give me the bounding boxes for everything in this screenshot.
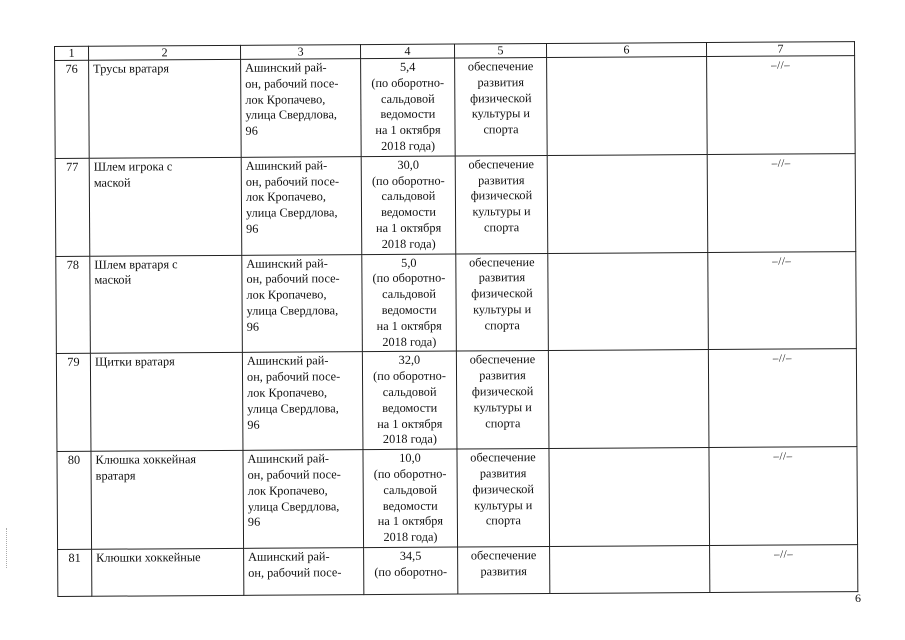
- column-number: 5: [454, 43, 546, 58]
- empty-cell: [547, 154, 708, 253]
- cell-line: (по оборотно-: [374, 564, 448, 579]
- cell-line: (по оборотно-: [371, 75, 445, 90]
- empty-cell: [550, 545, 710, 593]
- row-number: 81: [58, 549, 92, 596]
- cell-line: 96: [246, 319, 260, 334]
- cell-line: сальдовой: [381, 189, 436, 204]
- cell-line: сальдовой: [380, 91, 435, 106]
- cell-line: спорта: [483, 122, 519, 137]
- cell-line: он, рабочий посе-: [245, 173, 340, 189]
- cell-line: лок Кропачево,: [245, 189, 326, 205]
- cell-line: улица Свердлова,: [247, 498, 340, 514]
- cell-line: Шлем вратаря с: [94, 256, 178, 272]
- item-address: [242, 352, 363, 451]
- cell-line: 96: [247, 417, 260, 432]
- cell-line: на 1 октября: [376, 318, 442, 333]
- item-value: [361, 58, 456, 156]
- cell-line: культуры и: [471, 106, 531, 121]
- cell-line: физической: [471, 384, 534, 399]
- item-purpose: [456, 253, 549, 351]
- cell-line: культуры и: [474, 497, 533, 512]
- cell-line: спорта: [485, 415, 521, 430]
- ditto-text: –//–: [773, 450, 793, 463]
- item-name: [92, 548, 244, 596]
- item-name: [90, 353, 243, 452]
- cell-line: спорта: [484, 317, 520, 333]
- property-table: [54, 41, 858, 597]
- ditto-mark: [707, 153, 856, 252]
- cell-line: ведомости: [382, 400, 438, 415]
- empty-cell: [548, 252, 709, 351]
- cell-line: Ашинский рай-: [246, 353, 329, 369]
- cell-line: Клюшки хоккейные: [96, 550, 201, 565]
- row-number: 77: [55, 158, 90, 256]
- cell-line: обеспечение: [470, 450, 536, 465]
- ditto-text: –//–: [771, 157, 791, 170]
- cell-line: 96: [246, 221, 259, 236]
- empty-cell: [548, 350, 709, 449]
- cell-line: Ашинский рай-: [245, 60, 327, 75]
- cell-line: он, рабочий посе-: [246, 271, 340, 287]
- cell-line: развития: [477, 74, 525, 90]
- cell-line: (по оборотно-: [372, 270, 446, 286]
- cell-line: 5,0: [401, 255, 417, 270]
- cell-line: лок Кропачево,: [247, 385, 328, 400]
- table-row: [55, 56, 856, 159]
- cell-line: 10,0: [399, 450, 421, 466]
- cell-line: на 1 октября: [375, 220, 442, 236]
- cell-line: физической: [470, 188, 533, 203]
- item-name: [90, 255, 243, 354]
- empty-cell: [547, 57, 708, 156]
- table-row: [56, 349, 857, 452]
- cell-line: ведомости: [381, 204, 436, 220]
- cell-line: Ашинский рай-: [248, 549, 330, 564]
- column-number: 4: [360, 44, 454, 59]
- empty-cell: [549, 448, 710, 547]
- item-value: [364, 547, 458, 595]
- cell-line: ведомости: [380, 107, 436, 122]
- row-number: 76: [55, 60, 90, 158]
- column-number: 1: [55, 46, 89, 60]
- ditto-text: –//–: [774, 548, 794, 561]
- cell-line: физической: [472, 481, 534, 497]
- ditto-mark: [710, 545, 858, 593]
- cell-line: 96: [247, 515, 261, 530]
- table-row: [56, 251, 857, 354]
- item-purpose: [455, 57, 548, 155]
- cell-line: ведомости: [382, 498, 438, 513]
- cell-line: сальдовой: [382, 286, 436, 302]
- cell-line: лок Кропачево,: [245, 91, 326, 107]
- cell-line: сальдовой: [382, 384, 437, 399]
- item-value: [362, 351, 457, 449]
- cell-line: обеспечение: [470, 547, 537, 563]
- cell-line: 2018 года): [383, 529, 438, 545]
- cell-line: сальдовой: [383, 482, 438, 497]
- cell-line: улица Свердлова,: [246, 303, 339, 318]
- cell-line: он, рабочий посе-: [245, 76, 339, 91]
- cell-line: лок Кропачево,: [246, 287, 327, 302]
- item-value: [362, 254, 457, 352]
- item-name: [89, 157, 242, 256]
- cell-line: обеспечение: [467, 59, 534, 74]
- cell-line: спорта: [485, 513, 522, 528]
- row-number: 80: [57, 451, 92, 549]
- cell-line: 2018 года): [381, 138, 436, 153]
- ditto-mark: [709, 447, 858, 546]
- cell-line: 2018 года): [381, 236, 436, 251]
- cell-line: культуры и: [473, 302, 532, 317]
- scan-edge-mark: [6, 528, 8, 568]
- cell-line: физической: [471, 286, 533, 301]
- ditto-mark: [708, 349, 857, 448]
- cell-line: Щитки вратаря: [94, 354, 175, 370]
- cell-line: 32,0: [398, 353, 421, 368]
- cell-line: развития: [480, 563, 527, 579]
- cell-line: обеспечение: [468, 156, 535, 172]
- cell-line: физической: [470, 90, 532, 106]
- cell-line: на 1 октября: [375, 122, 441, 138]
- cell-line: спорта: [483, 220, 520, 235]
- column-number: 7: [706, 42, 854, 57]
- cell-line: Клюшка хоккейная: [95, 452, 197, 467]
- item-value: [361, 156, 456, 254]
- cell-line: он, рабочий посе-: [248, 564, 342, 580]
- item-address: [241, 59, 362, 158]
- column-number: 6: [546, 43, 706, 58]
- cell-line: маской: [94, 272, 132, 288]
- item-name: [91, 450, 244, 549]
- cell-line: (по оборотно-: [371, 173, 445, 188]
- item-value: [363, 449, 458, 547]
- ditto-text: –//–: [772, 352, 793, 365]
- cell-line: (по оборотно-: [373, 368, 446, 384]
- ditto-text: –//–: [771, 59, 791, 72]
- table-row: [58, 545, 858, 597]
- table-row: [57, 447, 858, 550]
- cell-line: улица Свердлова,: [245, 205, 338, 221]
- cell-line: 34,5: [399, 548, 422, 563]
- cell-line: он, рабочий посе-: [246, 369, 341, 384]
- row-number: 79: [56, 354, 91, 452]
- cell-line: (по оборотно-: [373, 466, 447, 481]
- item-address: [242, 254, 363, 353]
- column-number: 3: [240, 45, 360, 60]
- column-number: 2: [89, 45, 241, 60]
- table-row: [55, 153, 856, 256]
- cell-line: Ашинский рай-: [245, 158, 328, 173]
- item-purpose: [456, 351, 549, 449]
- cell-line: развития: [478, 270, 526, 285]
- ditto-text: –//–: [772, 255, 792, 268]
- cell-line: 5,4: [399, 59, 416, 74]
- cell-line: Шлем игрока с: [93, 159, 173, 174]
- cell-line: Трусы вратаря: [93, 61, 170, 76]
- cell-line: развития: [479, 466, 527, 481]
- cell-line: Ашинский рай-: [247, 451, 330, 466]
- item-address: [244, 548, 364, 596]
- cell-line: вратаря: [95, 468, 136, 483]
- cell-line: развития: [478, 172, 525, 187]
- cell-line: он, рабочий посе-: [247, 467, 341, 482]
- cell-line: обеспечение: [469, 254, 535, 270]
- item-purpose: [458, 546, 550, 594]
- page-number: 6: [855, 591, 861, 605]
- ditto-mark: [708, 251, 857, 350]
- item-address: [243, 450, 364, 549]
- cell-line: Ашинский рай-: [246, 255, 328, 271]
- item-purpose: [457, 449, 550, 547]
- cell-line: развития: [479, 368, 526, 383]
- cell-line: обеспечение: [469, 352, 536, 367]
- item-purpose: [455, 155, 548, 253]
- cell-line: культуры и: [472, 204, 531, 219]
- cell-line: культуры и: [473, 399, 532, 415]
- cell-line: 2018 года): [382, 431, 437, 447]
- cell-line: улица Свердлова,: [247, 401, 339, 416]
- item-name: [89, 59, 242, 158]
- row-number: 78: [56, 256, 91, 354]
- cell-line: лок Кропачево,: [247, 483, 328, 498]
- cell-line: 96: [245, 123, 258, 139]
- item-address: [241, 156, 362, 255]
- cell-line: на 1 октября: [377, 513, 444, 529]
- cell-line: на 1 октября: [377, 416, 443, 431]
- cell-line: 30,0: [397, 157, 420, 172]
- ditto-mark: [707, 56, 856, 155]
- cell-line: ведомости: [381, 302, 437, 317]
- cell-line: маской: [93, 175, 131, 190]
- cell-line: 2018 года): [382, 334, 437, 349]
- cell-line: улица Свердлова,: [245, 107, 338, 123]
